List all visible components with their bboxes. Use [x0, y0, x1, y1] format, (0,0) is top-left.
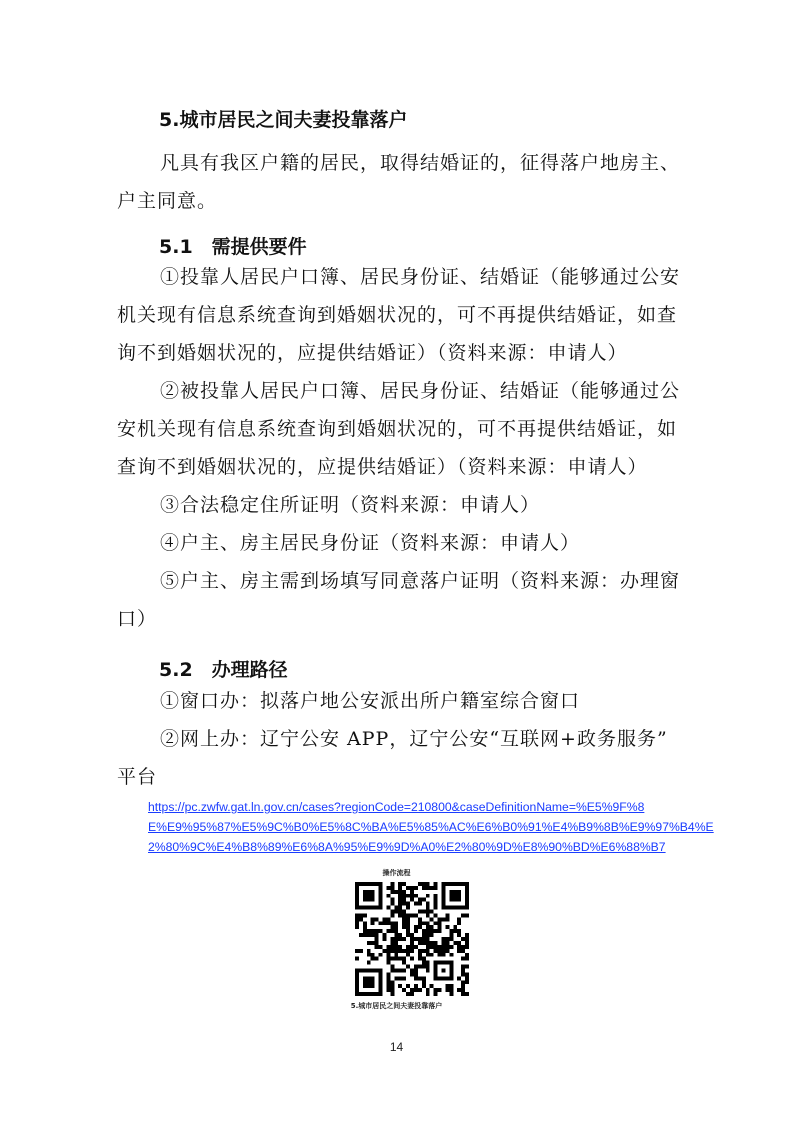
service-link[interactable] [148, 797, 714, 857]
list-item [117, 720, 677, 796]
text-line: ①投靠人居民户口簿、居民身份证、结婚证（能够通过公安 [160, 266, 681, 288]
list-item [117, 562, 681, 638]
link-line[interactable]: E%E9%95%87%E5%9C%B0%E5%8C%BA%E5%85%AC%E6%B0%91%E4%B9%8B%E9%97%B4%E [148, 820, 714, 834]
list-item [117, 524, 677, 562]
subsection-title: 5.2 办理路径 [159, 659, 288, 681]
intro-paragraph [117, 144, 681, 220]
requirements-list [117, 258, 681, 638]
text-line: 口） [117, 608, 158, 630]
text-line: ①窗口办：拟落户地公安派出所户籍室综合窗口 [160, 690, 581, 712]
text-line: 询不到婚姻状况的，应提供结婚证）（资料来源：申请人） [117, 342, 628, 364]
text-line: ②网上办：辽宁公安 APP，辽宁公安“互联网+政务服务” [160, 728, 668, 750]
qr-caption-bottom: 5.城市居民之间夫妻投靠落户 [350, 1002, 443, 1010]
list-item [117, 486, 677, 524]
list-item [117, 372, 681, 486]
text-line: 安机关现有信息系统查询到婚姻状况的，可不再提供结婚证，如 [117, 418, 678, 440]
text-line: 机关现有信息系统查询到婚姻状况的，可不再提供结婚证，如查 [117, 304, 678, 326]
qr-caption-top: 操作流程 [382, 869, 411, 877]
text-line: ④户主、房主居民身份证（资料来源：申请人） [160, 532, 581, 554]
text-line: 查询不到婚姻状况的，应提供结婚证）（资料来源：申请人） [117, 456, 648, 478]
link-line[interactable]: 2%80%9C%E4%B8%89%E6%8A%95%E9%9D%A0%E2%80%9D%E8%90%BD%E6%88%B7 [148, 840, 666, 854]
section-title: 5.城市居民之间夫妻投靠落户 [159, 109, 408, 131]
text-line: ⑤户主、房主需到场填写同意落户证明（资料来源：办理窗 [160, 570, 681, 592]
text-line: 平台 [117, 766, 158, 788]
subsection-title: 5.1 需提供要件 [159, 236, 307, 258]
text-line: ③合法稳定住所证明（资料来源：申请人） [160, 494, 541, 516]
link-line[interactable]: https://pc.zwfw.gat.ln.gov.cn/cases?regionCode=210800&caseDefinitionName=%E5%9F%8 [148, 800, 645, 814]
qr-code-icon [355, 882, 469, 996]
text-line: 凡具有我区户籍的居民，取得结婚证的，征得落户地房主、 [160, 152, 681, 174]
text-line: ②被投靠人居民户口簿、居民身份证、结婚证（能够通过公 [160, 380, 681, 402]
list-item [117, 682, 677, 720]
list-item [117, 258, 681, 372]
page-number: 14 [389, 1040, 404, 1054]
process-list [117, 682, 677, 796]
text-line: 户主同意。 [117, 190, 218, 212]
